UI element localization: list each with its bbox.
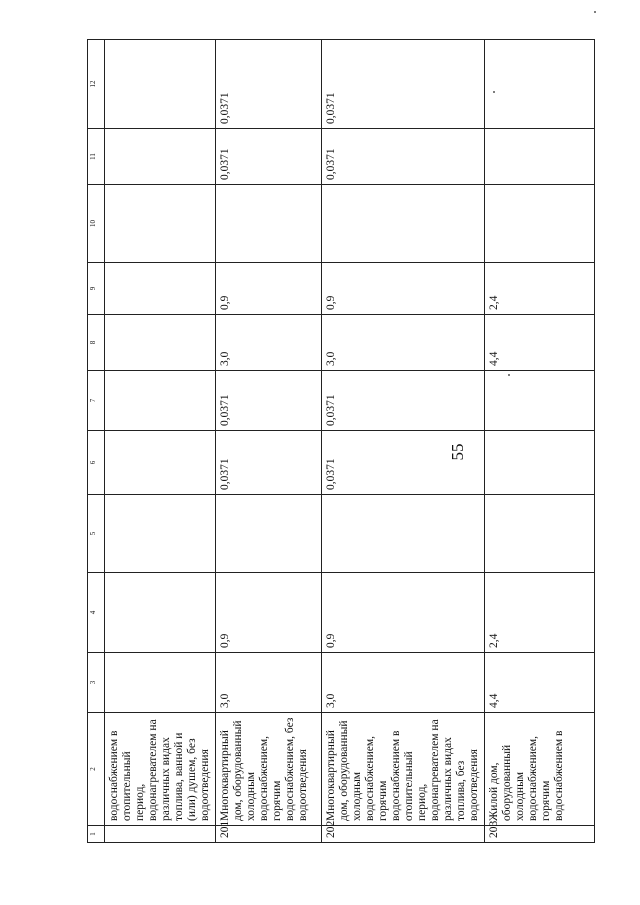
cell-col4 xyxy=(105,573,216,653)
column-header: 2 xyxy=(88,713,105,826)
cell-col5 xyxy=(485,495,595,573)
cell-col3: 3,0 xyxy=(216,653,322,713)
column-header: 7 xyxy=(88,371,105,431)
cell-col6 xyxy=(485,431,595,495)
rotated-table-container xyxy=(87,40,583,843)
row-description: Многоквартирный дом, оборудованный холодным водоснабжением, горячим водоснабжением, без водоотведения xyxy=(216,713,322,826)
row-number xyxy=(105,826,216,843)
cell-col12: 0,0371 xyxy=(322,40,485,129)
cell-col6: 0,0371 xyxy=(322,431,485,495)
cell-col9: 0,9 xyxy=(216,263,322,315)
cell-col10 xyxy=(105,185,216,263)
cell-col9: 0,9 xyxy=(322,263,485,315)
column-header: 8 xyxy=(88,315,105,371)
cell-col10 xyxy=(322,185,485,263)
cell-col7 xyxy=(105,371,216,431)
cell-col11 xyxy=(105,129,216,185)
cell-col5 xyxy=(216,495,322,573)
cell-col4: 0,9 xyxy=(322,573,485,653)
cell-col8: 3,0 xyxy=(216,315,322,371)
cell-col5 xyxy=(105,495,216,573)
cell-col3: 4,4 xyxy=(485,653,595,713)
table-row xyxy=(322,40,485,843)
cell-col12 xyxy=(485,40,595,129)
column-header: 4 xyxy=(88,573,105,653)
cell-col5 xyxy=(322,495,485,573)
table-row xyxy=(485,40,595,843)
table-row xyxy=(216,40,322,843)
cell-col7 xyxy=(485,371,595,431)
column-header: 6 xyxy=(88,431,105,495)
cell-col6: 0,0371 xyxy=(216,431,322,495)
column-header: 3 xyxy=(88,653,105,713)
column-header: 12 xyxy=(88,40,105,129)
column-header: 10 xyxy=(88,185,105,263)
cell-col3 xyxy=(105,653,216,713)
row-number: 202 xyxy=(322,826,485,843)
row-number: 201 xyxy=(216,826,322,843)
cell-col8: 4,4 xyxy=(485,315,595,371)
cell-col12: 0,0371 xyxy=(216,40,322,129)
cell-col4: 2,4 xyxy=(485,573,595,653)
cell-col3: 3,0 xyxy=(322,653,485,713)
cell-col6 xyxy=(105,431,216,495)
column-header: 9 xyxy=(88,263,105,315)
cell-col10 xyxy=(216,185,322,263)
cell-col9: 2,4 xyxy=(485,263,595,315)
cell-col11: 0,0371 xyxy=(216,129,322,185)
table-row xyxy=(105,40,216,843)
cell-col11: 0,0371 xyxy=(322,129,485,185)
column-header: 11 xyxy=(88,129,105,185)
cell-col11 xyxy=(485,129,595,185)
cell-col7: 0,0371 xyxy=(322,371,485,431)
norms-table xyxy=(87,39,595,843)
cell-col10 xyxy=(485,185,595,263)
column-header: 1 xyxy=(88,826,105,843)
cell-col8 xyxy=(105,315,216,371)
column-header: 5 xyxy=(88,495,105,573)
cell-col12 xyxy=(105,40,216,129)
cell-col4: 0,9 xyxy=(216,573,322,653)
cell-col8: 3,0 xyxy=(322,315,485,371)
scan-speck xyxy=(594,11,596,13)
row-description: Многоквартирный дом, оборудованный холодным водоснабжением, горячим водоснабжением в отопительный период, водонагревателем на различных видах топлива, без водоотведения xyxy=(322,713,485,826)
header-row xyxy=(88,40,105,843)
cell-col7: 0,0371 xyxy=(216,371,322,431)
row-description: водоснабжением в отопительный период, водонагревателем на различных видах топлива, ванной и (или) душем, без водоотведения xyxy=(105,713,216,826)
page-number: 55 xyxy=(448,443,467,461)
row-description: Жилой дом, оборудованный холодным водоснабжением, горячим водоснабжением в xyxy=(485,713,595,826)
cell-col9 xyxy=(105,263,216,315)
row-number: 203 xyxy=(485,826,595,843)
